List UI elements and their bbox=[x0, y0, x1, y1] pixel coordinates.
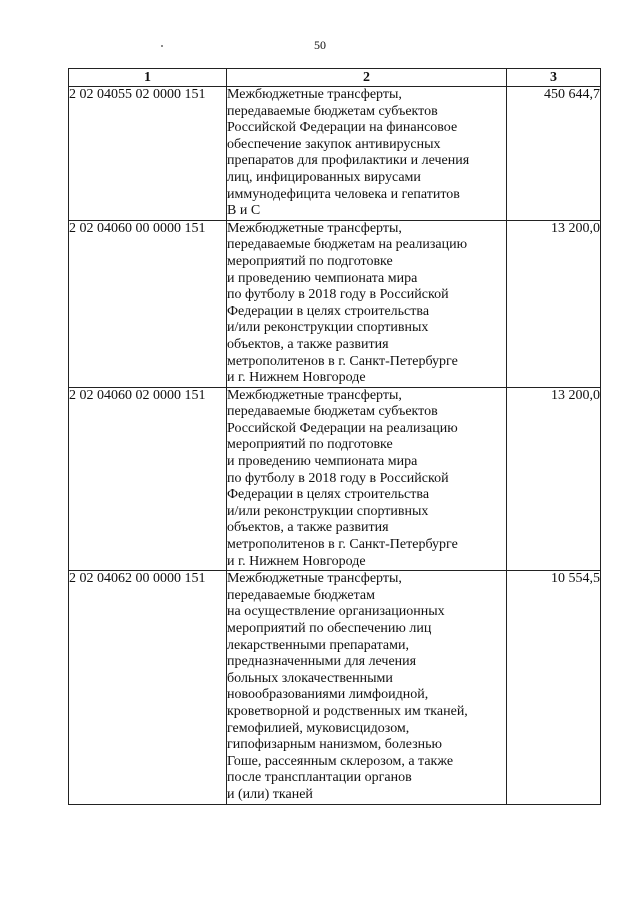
table-header bbox=[69, 69, 601, 87]
description-line: В и С bbox=[227, 203, 261, 219]
description-line: по футболу в 2018 году в Российской bbox=[227, 287, 449, 303]
description-line: обеспечение закупок антивирусных bbox=[227, 136, 441, 152]
description-line: Федерации в целях строительства bbox=[227, 487, 430, 503]
column-header-1: 1 bbox=[69, 69, 227, 87]
description-line: Межбюджетные трансферты, bbox=[227, 220, 402, 236]
description-line: гемофилией, муковисцидозом, bbox=[227, 720, 410, 736]
budget-amount: 13 200,0 bbox=[507, 387, 601, 571]
description-line: и/или реконструкции спортивных bbox=[227, 320, 429, 336]
table-row bbox=[69, 220, 601, 387]
description-line: Межбюджетные трансферты, bbox=[227, 87, 402, 102]
description-line: мероприятий по подготовке bbox=[227, 437, 393, 453]
header-row bbox=[69, 69, 601, 87]
description-line: новообразованиями лимфоидной, bbox=[227, 687, 429, 703]
description-line: мероприятий по подготовке bbox=[227, 253, 393, 269]
budget-amount: 13 200,0 bbox=[507, 220, 601, 387]
page-number: 50 bbox=[314, 38, 326, 52]
description-line: после трансплантации органов bbox=[227, 770, 412, 786]
table-row bbox=[69, 387, 601, 571]
description-line: и (или) тканей bbox=[227, 786, 313, 802]
budget-description bbox=[227, 387, 507, 571]
description-line: по футболу в 2018 году в Российской bbox=[227, 470, 449, 486]
budget-code: 2 02 04055 02 0000 151 bbox=[69, 87, 227, 221]
budget-description bbox=[227, 87, 507, 221]
description-line: Федерации в целях строительства bbox=[227, 303, 430, 319]
description-line: гипофизарным нанизмом, болезнью bbox=[227, 737, 442, 753]
description-line: иммунодефицита человека и гепатитов bbox=[227, 186, 460, 202]
description-line: и проведению чемпионата мира bbox=[227, 454, 418, 470]
description-line: и проведению чемпионата мира bbox=[227, 270, 418, 286]
budget-description bbox=[227, 220, 507, 387]
budget-table bbox=[68, 68, 601, 805]
budget-code: 2 02 04062 00 0000 151 bbox=[69, 571, 227, 804]
description-line: и г. Нижнем Новгороде bbox=[227, 553, 366, 569]
table-body bbox=[69, 87, 601, 805]
description-line: лекарственными препаратами, bbox=[227, 637, 409, 653]
column-header-2: 2 bbox=[227, 69, 507, 87]
description-line: объектов, а также развития bbox=[227, 520, 389, 536]
description-line: предназначенными для лечения bbox=[227, 654, 417, 670]
description-line: передаваемые бюджетам субъектов bbox=[227, 103, 438, 119]
budget-amount: 10 554,5 bbox=[507, 571, 601, 804]
description-line: на осуществление организационных bbox=[227, 604, 445, 620]
description-line: кроветворной и родственных им тканей, bbox=[227, 703, 468, 719]
description-line: метрополитенов в г. Санкт-Петербурге bbox=[227, 353, 458, 369]
description-line: Межбюджетные трансферты, bbox=[227, 387, 402, 403]
table-row bbox=[69, 87, 601, 221]
description-line: Российской Федерации на реализацию bbox=[227, 420, 458, 436]
table-row bbox=[69, 571, 601, 804]
description-line: больных злокачественными bbox=[227, 670, 393, 686]
description-line: Российской Федерации на финансовое bbox=[227, 120, 458, 136]
description-line: передаваемые бюджетам субъектов bbox=[227, 404, 438, 420]
description-line: препаратов для профилактики и лечения bbox=[227, 153, 470, 169]
scan-speck bbox=[161, 45, 163, 47]
column-header-3: 3 bbox=[507, 69, 601, 87]
budget-amount: 450 644,7 bbox=[507, 87, 601, 221]
description-line: метрополитенов в г. Санкт-Петербурге bbox=[227, 537, 458, 553]
budget-code: 2 02 04060 02 0000 151 bbox=[69, 387, 227, 571]
description-line: передаваемые бюджетам на реализацию bbox=[227, 237, 468, 253]
budget-description bbox=[227, 571, 507, 804]
description-line: передаваемые бюджетам bbox=[227, 587, 375, 603]
description-line: мероприятий по обеспечению лиц bbox=[227, 621, 432, 636]
description-line: и г. Нижнем Новгороде bbox=[227, 370, 366, 386]
description-line: лиц, инфицированных вирусами bbox=[227, 169, 421, 185]
description-line: объектов, а также развития bbox=[227, 336, 389, 352]
description-line: Межбюджетные трансферты, bbox=[227, 571, 402, 587]
budget-code: 2 02 04060 00 0000 151 bbox=[69, 220, 227, 387]
description-line: и/или реконструкции спортивных bbox=[227, 503, 429, 519]
description-line: Гоше, рассеянным склерозом, а также bbox=[227, 753, 454, 769]
